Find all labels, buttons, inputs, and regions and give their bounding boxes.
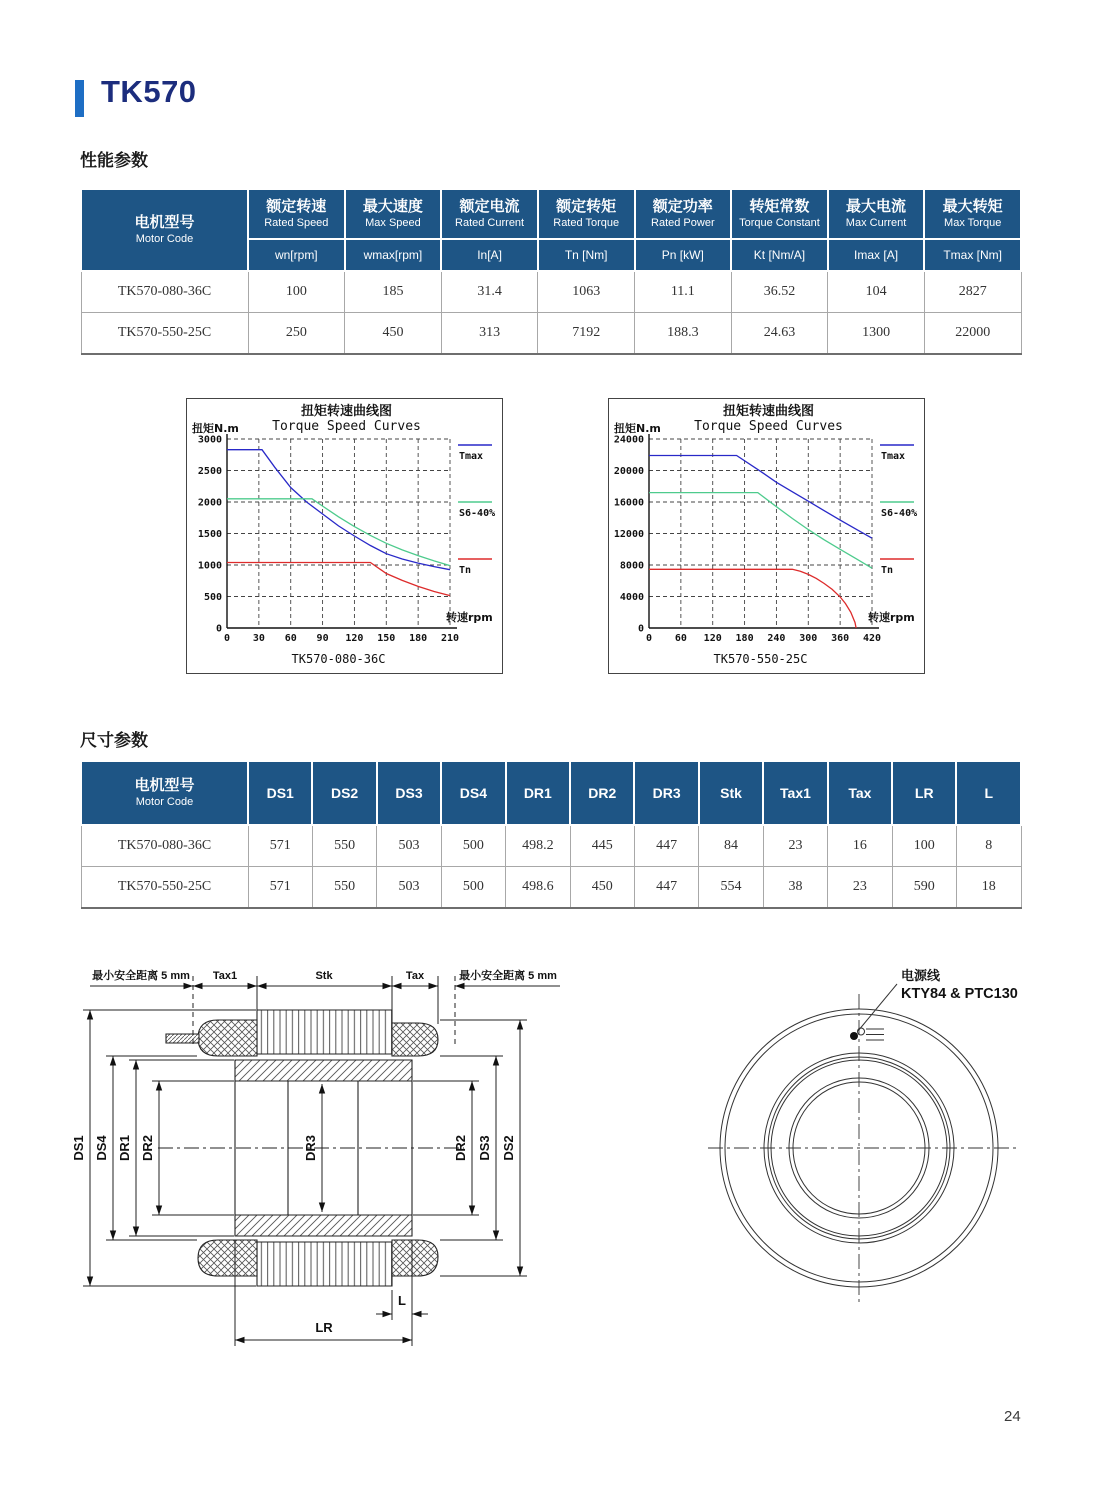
dimensions-section-heading: 尺寸参数 [80, 731, 148, 750]
page-title: TK570 [101, 74, 197, 109]
torque-speed-chart-2 [608, 398, 925, 674]
table-row [81, 867, 1021, 909]
dim-label-safety-right: 最小安全距离 5 mm [459, 970, 557, 982]
dim-label-dr2-left: DR2 [140, 1134, 155, 1162]
torque-speed-chart-1-svg [187, 399, 502, 673]
x-tick-label: 150 [377, 633, 396, 644]
stator-lamination-top [257, 1010, 392, 1054]
value-cell: 11.1 [635, 271, 732, 313]
torque-speed-chart-1 [186, 398, 503, 674]
y-axis-label: 扭矩N.m [192, 422, 239, 435]
y-tick-label: 2500 [197, 466, 222, 477]
x-tick-label: 120 [703, 633, 722, 644]
y-tick-label: 20000 [613, 466, 644, 477]
x-tick-label: 420 [862, 633, 882, 644]
performance-table-container [80, 188, 1022, 355]
header-label-zh: 转矩常数 [749, 197, 810, 215]
dim-label-ds2: DS2 [501, 1135, 516, 1161]
value-cell: 500 [441, 825, 505, 867]
value-cell: 498.2 [506, 825, 570, 867]
table-row [81, 313, 1021, 355]
column-header: DR3 [634, 761, 698, 825]
value-cell: 447 [634, 825, 698, 867]
page-number: 24 [1004, 1408, 1021, 1425]
chart-title-zh: 扭矩转速曲线图 [300, 404, 393, 419]
series-s6-40- [227, 499, 450, 566]
column-header: Stk [699, 761, 763, 825]
rotor-yoke-bottom [235, 1215, 412, 1236]
column-header: Tax1 [763, 761, 827, 825]
header-label-en: Rated Speed [264, 217, 329, 230]
legend-label: S6-40% [881, 508, 918, 519]
value-cell: 550 [312, 825, 376, 867]
column-header [345, 189, 442, 239]
y-axis-label: 扭矩N.m [614, 422, 661, 435]
unit-header: Tn [Nm] [538, 239, 635, 271]
winding-end-bottom-right [392, 1240, 438, 1276]
column-header: Tax [828, 761, 892, 825]
torque-speed-chart-2-svg [609, 399, 924, 673]
motor-code-header [81, 761, 248, 825]
title-accent-bar [75, 80, 84, 117]
legend-label: Tn [459, 565, 472, 576]
y-tick-label: 16000 [613, 497, 644, 509]
value-cell: 38 [763, 867, 827, 909]
dim-label-dr1: DR1 [117, 1134, 132, 1162]
motor-front-view-drawing [700, 958, 1100, 1308]
x-tick-label: 210 [440, 633, 460, 644]
value-cell: 1063 [538, 271, 635, 313]
header-label-zh: 最大速度 [362, 197, 423, 215]
chart-title-zh: 扭矩转速曲线图 [722, 404, 815, 419]
value-cell: 571 [248, 867, 312, 909]
value-cell: 18 [956, 867, 1021, 909]
dim-label-tax1: Tax1 [212, 970, 238, 982]
x-tick-label: 360 [831, 633, 850, 644]
x-tick-label: 180 [735, 633, 754, 644]
x-tick-label: 120 [345, 633, 364, 644]
x-tick-label: 240 [767, 633, 786, 644]
y-tick-label: 0 [215, 623, 222, 635]
value-cell: 23 [828, 867, 892, 909]
x-axis-label: 转速rpm [868, 611, 915, 624]
x-tick-label: 60 [284, 633, 297, 644]
legend-label: Tmax [881, 451, 906, 462]
y-tick-label: 3000 [197, 434, 222, 446]
value-cell: 571 [248, 825, 312, 867]
value-cell: 250 [248, 313, 345, 355]
header-label-zh: 额定功率 [652, 197, 713, 215]
value-cell: 24.63 [731, 313, 828, 355]
column-header [924, 189, 1021, 239]
motor-code-cell: TK570-550-25C [81, 313, 248, 355]
value-cell: 23 [763, 825, 827, 867]
series-tn [649, 569, 856, 628]
dimensions-table [80, 760, 1022, 909]
header-label-zh: 额定转矩 [556, 197, 617, 215]
unit-header: Tmax [Nm] [924, 239, 1021, 271]
value-cell: 503 [377, 825, 441, 867]
value-cell: 104 [828, 271, 925, 313]
y-tick-label: 2000 [197, 497, 222, 509]
y-tick-label: 1500 [197, 529, 222, 540]
dim-label-l: L [398, 1293, 406, 1308]
y-tick-label: 4000 [619, 592, 644, 603]
header-label-en: Max Torque [944, 217, 1002, 230]
dimensions-table-container [80, 760, 1022, 909]
value-cell: 450 [345, 313, 442, 355]
performance-section-heading: 性能参数 [80, 151, 148, 170]
header-label-en: Rated Torque [553, 217, 620, 230]
table-row [81, 825, 1021, 867]
header-label-en: Rated Power [651, 217, 715, 230]
motor-cross-section-drawing [60, 948, 680, 1368]
column-header: DR2 [570, 761, 634, 825]
motor-code-header [81, 189, 248, 271]
motor-code-cell: TK570-550-25C [81, 867, 248, 909]
dim-label-stk: Stk [315, 970, 333, 982]
legend-label: Tmax [459, 451, 484, 462]
value-cell: 36.52 [731, 271, 828, 313]
callout-leader-line [858, 984, 897, 1031]
value-cell: 2827 [924, 271, 1021, 313]
lead-wire [166, 1034, 199, 1043]
header-label-en: Torque Constant [739, 217, 820, 230]
power-cable-connector-icon [850, 1028, 884, 1040]
value-cell: 22000 [924, 313, 1021, 355]
x-tick-label: 90 [316, 633, 329, 644]
chart-title-en: Torque Speed Curves [272, 419, 421, 434]
column-header: L [956, 761, 1021, 825]
unit-header: Pn [kW] [635, 239, 732, 271]
header-label-en: Motor Code [135, 796, 194, 809]
y-tick-label: 0 [637, 623, 644, 635]
value-cell: 185 [345, 271, 442, 313]
dim-label-dr3: DR3 [303, 1134, 318, 1162]
value-cell: 1300 [828, 313, 925, 355]
header-label-zh: 最大转矩 [942, 197, 1003, 215]
header-label-zh: 电机型号 [134, 213, 195, 231]
y-tick-label: 500 [203, 592, 222, 603]
x-tick-label: 180 [409, 633, 428, 644]
legend-label: Tn [881, 565, 894, 576]
unit-header: In[A] [441, 239, 538, 271]
x-tick-label: 300 [799, 633, 818, 644]
series-s6-40- [649, 493, 872, 569]
callout-power-cable: 电源线 [901, 968, 941, 983]
column-header [731, 189, 828, 239]
header-label-en: Max Speed [365, 217, 421, 230]
y-tick-label: 24000 [613, 434, 644, 446]
header-label-zh: 额定转速 [266, 197, 327, 215]
front-view-circles [708, 984, 1016, 1304]
column-header: DS4 [441, 761, 505, 825]
column-header: LR [892, 761, 956, 825]
header-label-en: Motor Code [135, 233, 194, 246]
winding-end-top-left [198, 1020, 257, 1056]
winding-end-bottom-left [198, 1240, 257, 1276]
header-label-zh: 额定电流 [459, 197, 520, 215]
column-header: DS1 [248, 761, 312, 825]
callout-sensor-type: KTY84 & PTC130 [901, 986, 1018, 1002]
legend-label: S6-40% [459, 508, 496, 519]
value-cell: 313 [441, 313, 538, 355]
unit-header: wn[rpm] [248, 239, 345, 271]
value-cell: 503 [377, 867, 441, 909]
column-header [635, 189, 732, 239]
value-cell: 16 [828, 825, 892, 867]
x-axis-label: 转速rpm [446, 611, 493, 624]
dim-label-tax: Tax [405, 970, 425, 982]
chart-caption: TK570-080-36C [291, 652, 386, 666]
table-row [81, 271, 1021, 313]
y-tick-label: 1000 [197, 560, 222, 572]
value-cell: 100 [248, 271, 345, 313]
column-header [538, 189, 635, 239]
value-cell: 447 [634, 867, 698, 909]
dim-label-safety-left: 最小安全距离 5 mm [92, 970, 190, 982]
header-label-zh: 电机型号 [134, 776, 195, 794]
stator-lamination-bottom [257, 1242, 392, 1286]
y-tick-label: 8000 [619, 560, 644, 572]
header-label-en: Max Current [845, 217, 907, 230]
x-tick-label: 60 [674, 633, 687, 644]
value-cell: 7192 [538, 313, 635, 355]
chart-caption: TK570-550-25C [713, 652, 808, 666]
value-cell: 590 [892, 867, 956, 909]
value-cell: 554 [699, 867, 763, 909]
chart-title-en: Torque Speed Curves [694, 419, 843, 434]
column-header: DS3 [377, 761, 441, 825]
column-header [248, 189, 345, 239]
header-label-zh: 最大电流 [846, 197, 907, 215]
series-tmax [649, 456, 872, 539]
x-tick-label: 30 [252, 633, 265, 644]
series-tn [227, 563, 450, 596]
dim-label-dr2-right: DR2 [453, 1134, 468, 1162]
motor-code-cell: TK570-080-36C [81, 825, 248, 867]
dim-label-lr: LR [315, 1320, 333, 1335]
x-tick-label: 0 [223, 633, 231, 644]
unit-header: wmax[rpm] [345, 239, 442, 271]
dim-label-ds4: DS4 [94, 1135, 109, 1161]
x-tick-label: 0 [645, 633, 653, 644]
motor-code-cell: TK570-080-36C [81, 271, 248, 313]
value-cell: 500 [441, 867, 505, 909]
value-cell: 550 [312, 867, 376, 909]
dim-label-ds3: DS3 [477, 1135, 492, 1161]
unit-header: Imax [A] [828, 239, 925, 271]
header-label-en: Rated Current [455, 217, 525, 230]
dim-label-ds1: DS1 [71, 1135, 86, 1161]
performance-table [80, 188, 1022, 355]
value-cell: 450 [570, 867, 634, 909]
value-cell: 8 [956, 825, 1021, 867]
value-cell: 445 [570, 825, 634, 867]
value-cell: 31.4 [441, 271, 538, 313]
column-header: DS2 [312, 761, 376, 825]
series-tmax [227, 450, 450, 570]
column-header: DR1 [506, 761, 570, 825]
rotor-yoke-top [235, 1060, 412, 1081]
y-tick-label: 12000 [613, 529, 644, 540]
unit-header: Kt [Nm/A] [731, 239, 828, 271]
column-header [828, 189, 925, 239]
value-cell: 498.6 [506, 867, 570, 909]
value-cell: 84 [699, 825, 763, 867]
winding-end-top-right [392, 1023, 438, 1056]
value-cell: 188.3 [635, 313, 732, 355]
value-cell: 100 [892, 825, 956, 867]
column-header [441, 189, 538, 239]
